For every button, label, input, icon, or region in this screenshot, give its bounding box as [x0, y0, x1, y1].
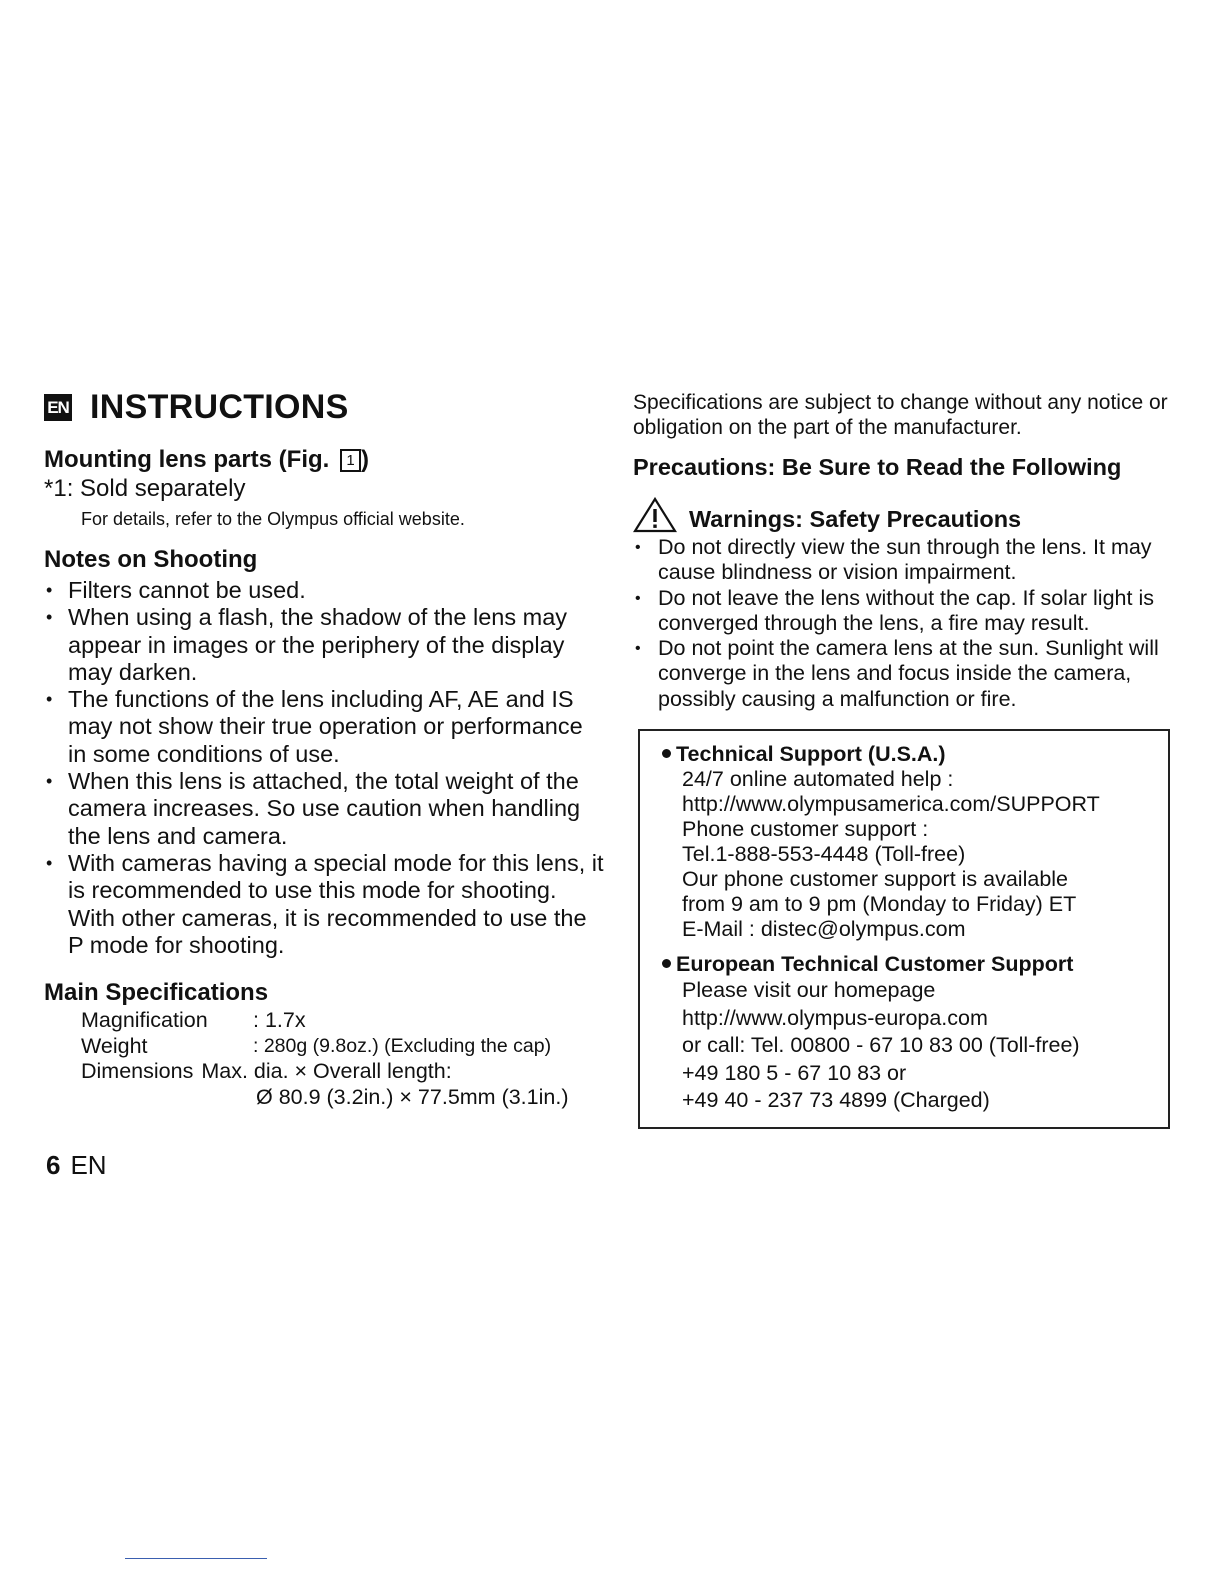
list-item: • Do not point the camera lens at the sun. Sunlight will converge in the lens and focus inside the camera, possibly causing a malfunction or fire. — [633, 636, 1178, 712]
notes-list — [44, 577, 604, 959]
language-badge: EN — [44, 394, 72, 421]
spec-row-dimensions — [81, 1059, 604, 1085]
eu-support-details — [662, 977, 1154, 1115]
bullet-dot-icon — [662, 959, 671, 968]
support-phone: Tel.1-888-553-4448 (Toll-free) — [682, 842, 966, 867]
specs-table — [81, 1008, 604, 1110]
sold-separately-note: *1: Sold separately — [44, 475, 246, 502]
eu-support-heading-text: European Technical Customer Support — [676, 952, 1074, 977]
support-line: from 9 am to 9 pm (Monday to Friday) ET — [682, 892, 1077, 917]
notes-heading: Notes on Shooting — [44, 546, 258, 573]
support-url-link[interactable]: http://www.olympus-europa.com — [682, 1005, 988, 1030]
page-number — [46, 1150, 107, 1181]
spec-value: : 1.7x — [253, 1008, 306, 1033]
support-email-link[interactable]: E-Mail : distec@olympus.com — [682, 917, 966, 942]
bullet-dot-icon — [662, 749, 671, 758]
mounting-heading-text: Mounting lens parts (Fig. — [44, 446, 330, 473]
support-url-link[interactable]: http://www.olympusamerica.com/SUPPORT — [682, 792, 1100, 817]
mounting-heading — [44, 445, 604, 475]
list-item: • Do not leave the lens without the cap. If solar light is converged through the lens, a fire may result. — [633, 586, 1178, 637]
mounting-heading-close: ) — [361, 446, 369, 473]
spec-change-notice: Specifications are subject to change without any notice or obligation on the part of the manufacturer. — [633, 391, 1168, 439]
spec-label: Magnification — [81, 1008, 208, 1033]
spec-dimensions-value: Ø 80.9 (3.2in.) × 77.5mm (3.1in.) — [256, 1084, 569, 1109]
details-note: For details, refer to the Olympus official website. — [81, 509, 465, 529]
warnings-heading: Warnings: Safety Precautions — [689, 506, 1022, 532]
list-item: • With cameras having a special mode for this lens, it is recommended to use this mode for shooting. With other cameras, it is recommended to use the P mode for shooting. — [44, 850, 604, 959]
spec-label: Dimensions — [81, 1059, 194, 1084]
support-phone: +49 40 - 237 73 4899 (Charged) — [682, 1088, 990, 1113]
support-box — [638, 729, 1170, 1129]
footer-divider — [125, 1558, 267, 1559]
usa-support-heading-text: Technical Support (U.S.A.) — [676, 742, 946, 767]
right-column — [633, 390, 1178, 1129]
warnings-heading-row — [633, 497, 1178, 533]
spec-value: Max. dia. × Overall length: — [201, 1059, 452, 1084]
support-line: 24/7 online automated help : — [682, 767, 954, 792]
page-number-value: 6 — [46, 1150, 61, 1180]
list-item: • Do not directly view the sun through the lens. It may cause blindness or vision impairment. — [633, 535, 1178, 586]
list-item: • When using a flash, the shadow of the lens may appear in images or the periphery of the display may darken. — [44, 604, 604, 686]
figure-reference: 1 — [340, 449, 361, 472]
support-line: Please visit our homepage — [682, 978, 936, 1003]
list-item: • The functions of the lens including AF, AE and IS may not show their true operation or performance in some conditions of use. — [44, 686, 604, 768]
precautions-heading: Precautions: Be Sure to Read the Following — [633, 454, 1122, 480]
support-line: Phone customer support : — [682, 817, 929, 842]
left-column — [44, 388, 604, 1110]
page-title: INSTRUCTIONS — [90, 388, 349, 426]
spec-row-weight — [81, 1034, 604, 1060]
support-line: Our phone customer support is available — [682, 867, 1069, 892]
warnings-list — [633, 535, 1178, 712]
page-language: EN — [70, 1150, 107, 1180]
list-item: • Filters cannot be used. — [44, 577, 604, 604]
support-phone: or call: Tel. 00800 - 67 10 83 00 (Toll-free) — [682, 1033, 1080, 1058]
usa-support-heading — [662, 741, 1154, 767]
list-item: • When this lens is attached, the total weight of the camera increases. So use caution when handling the lens and camera. — [44, 768, 604, 850]
spec-value: : 280g (9.8oz.) (Excluding the cap) — [253, 1034, 552, 1057]
support-phone: +49 180 5 - 67 10 83 or — [682, 1060, 907, 1085]
specs-heading: Main Specifications — [44, 979, 269, 1007]
spec-row-magnification — [81, 1008, 604, 1034]
eu-support-heading — [662, 951, 1154, 977]
usa-support-details — [662, 767, 1154, 942]
title-row — [44, 388, 604, 427]
spec-label: Weight — [81, 1033, 148, 1058]
warning-triangle-icon — [633, 497, 677, 533]
